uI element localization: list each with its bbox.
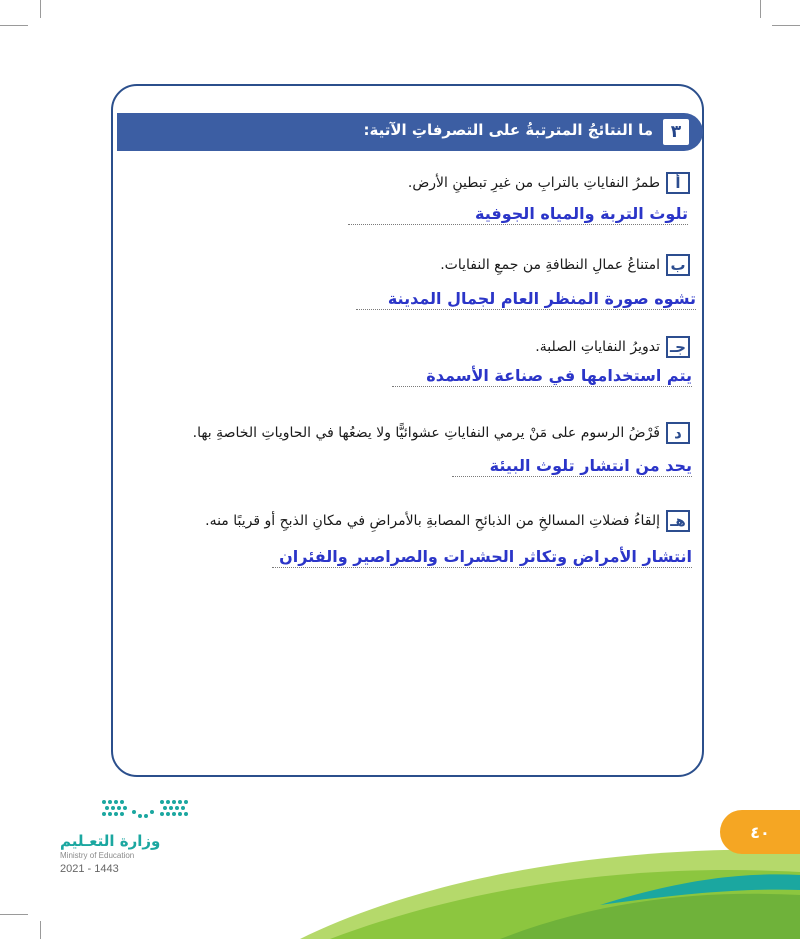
item-text: طمرُ النفاياتِ بالترابِ من غيرِ تبطينِ الأرض. [407, 175, 660, 191]
item-text: فَرْضُ الرسوم على مَنْ يرمي النفاياتِ عشوائيًّا ولا يضعُها في الحاوياتِ الخاصةِ بها. [192, 425, 660, 441]
item-text: إلقاءُ فضلاتِ المسالخِ من الذبائحِ المصابةِ بالأمراضِ في مكانِ الذبحِ أو قريبًا منه. [205, 513, 660, 529]
page-number: ٤٠ [720, 810, 800, 854]
question-number: ٣ [663, 119, 689, 145]
item-c [535, 336, 690, 358]
item-e [205, 510, 690, 532]
answer-c: يتم استخدامها في صناعة الأسمدة [392, 366, 692, 387]
item-d [193, 422, 690, 444]
answer-a: تلوث التربة والمياه الجوفية [348, 204, 688, 225]
item-text: امتناعُ عمالِ النظافةِ من جمعِ النفايات. [440, 257, 660, 273]
answer-e: انتشار الأمراض وتكاثر الحشرات والصراصير والفئران [272, 547, 692, 568]
item-b [440, 254, 690, 276]
ministry-name-english: Ministry of Education [60, 851, 135, 860]
edition-year: 2021 - 1443 [60, 863, 119, 875]
item-letter: د [666, 422, 690, 444]
ministry-name-arabic: وزارة التعـليم [60, 832, 161, 850]
item-text: تدويرُ النفاياتِ الصلبة. [535, 339, 660, 355]
item-letter: أ [666, 172, 690, 194]
question-header [117, 113, 703, 151]
ministry-logo-icon [100, 796, 190, 822]
item-letter: جـ [666, 336, 690, 358]
question-title: ما النتائجُ المترتبةُ على التصرفاتِ الآتية: [363, 121, 653, 139]
item-letter: هـ [666, 510, 690, 532]
answer-b: تشوه صورة المنظر العام لجمال المدينة [356, 289, 696, 310]
item-letter: ب [666, 254, 690, 276]
answer-d: يحد من انتشار تلوث البيئة [452, 456, 692, 477]
item-a [408, 172, 690, 194]
